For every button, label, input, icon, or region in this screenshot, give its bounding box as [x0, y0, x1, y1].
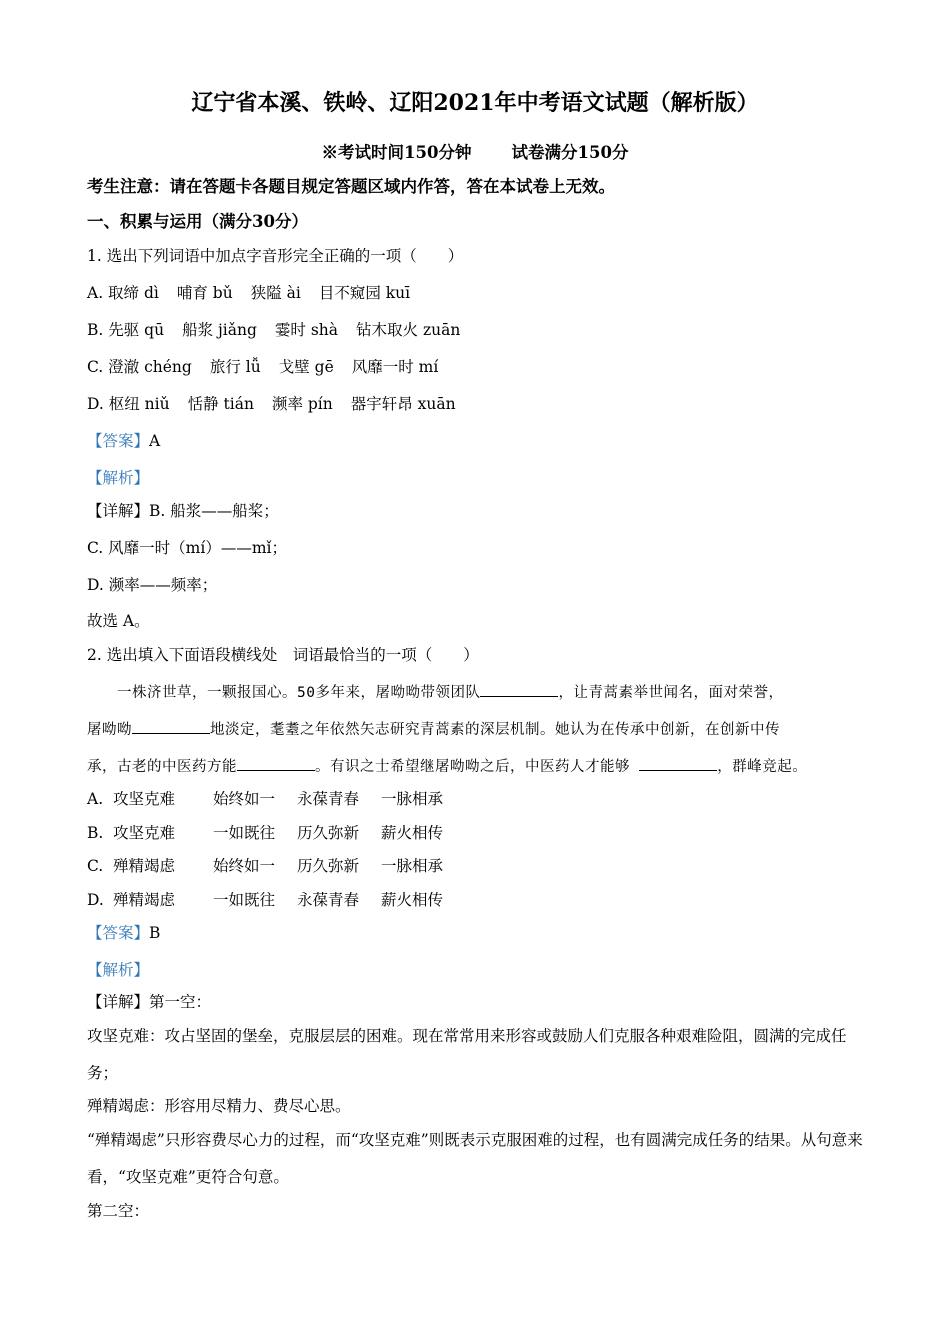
q2-detail-1: 【详解】第一空： — [87, 993, 212, 1011]
q1-option-d — [87, 394, 474, 414]
q1-a-word3: 狭隘 ài — [250, 284, 301, 302]
q1-option-a — [87, 283, 428, 303]
q2-detail-4: “殚精竭虑”只形容费尽心力的过程，而“攻坚克难”则既表示克服困难的过程，也有圆满完成任务的结果。从句意来看，“攻坚克难”更符合句意。 — [87, 1131, 863, 1186]
option-word: 殚精竭虑 — [113, 891, 176, 909]
passage-text: ，让青蒿素举世闻名，面对荣誉， — [558, 685, 784, 701]
blank-3 — [237, 756, 315, 771]
option-word: 历久弥新 — [297, 857, 360, 875]
q1-detail-3: D. 濒率——频率； — [87, 576, 218, 594]
exam-notice: 考生注意：请在答题卡各题目规定答题区域内作答，答在本试卷上无效。 — [87, 177, 615, 196]
option-label: C. — [87, 857, 104, 875]
q1-d-word2: 恬静 tián — [187, 395, 254, 413]
passage-text: 屠呦呦 — [87, 722, 132, 738]
q2-detail-5: 第二空： — [87, 1202, 150, 1220]
exam-info — [0, 142, 950, 164]
q1-c-word1: C. 澄澈 chéng — [87, 358, 192, 376]
passage-text: 。有识之士希望继屠呦呦之后，中医药人才能够 — [315, 759, 640, 775]
q1-c-word2: 旅行 lǚ — [209, 358, 261, 376]
blank-2 — [132, 719, 210, 734]
q1-answer — [87, 431, 160, 451]
q1-b-word4: 钻木取火 zuān — [356, 321, 461, 339]
q1-a-word4: 目不窥园 kuī — [318, 284, 411, 302]
document-title: 辽宁省本溪、铁岭、辽阳2021年中考语文试题（解析版） — [191, 90, 759, 116]
q2-passage-line-2 — [87, 719, 780, 740]
option-word: 一脉相承 — [381, 790, 444, 808]
answer-tag: 【答案】 — [87, 924, 150, 942]
passage-text: ，群峰竞起。 — [717, 759, 808, 775]
option-word: 一如既往 — [213, 824, 276, 842]
q1-c-word4: 风靡一时 mí — [351, 358, 439, 376]
passage-text: 承，古老的中医药方能 — [87, 759, 237, 775]
q1-d-word3: 濒率 pín — [271, 395, 333, 413]
q1-detail-2: C. 风靡一时（mí）——mǐ； — [87, 539, 287, 557]
option-word: 始终如一 — [213, 790, 276, 808]
option-word: 永葆青春 — [297, 790, 360, 808]
option-label: D. — [87, 891, 104, 909]
answer-value: B — [149, 924, 161, 942]
passage-text: 地淡定，耄耋之年依然矢志研究青蒿素的深层机制。她认为在传承中创新，在创新中传 — [210, 722, 780, 738]
q1-b-word2: 船浆 jiǎng — [182, 321, 257, 339]
blank-4 — [639, 756, 717, 771]
option-word: 一如既往 — [213, 891, 276, 909]
option-word: 殚精竭虑 — [113, 857, 176, 875]
q1-stem: 1. 选出下列词语中加点字音形完全正确的一项（ ） — [87, 247, 464, 265]
passage-text: 一株济世草，一颗报国心。50多年来，屠呦呦带领团队 — [87, 685, 481, 701]
q1-a-word1: A. 取缔 dì — [87, 284, 159, 302]
q2-passage-line-3 — [87, 756, 807, 777]
option-word: 一脉相承 — [381, 857, 444, 875]
q2-analysis-tag: 【解析】 — [87, 961, 150, 979]
answer-value: A — [149, 432, 161, 450]
option-word: 始终如一 — [213, 857, 276, 875]
q2-detail-3: 殚精竭虑：形容用尽精力、费尽心思。 — [87, 1097, 351, 1115]
exam-time: ※考试时间150分钟 — [321, 143, 472, 162]
q1-d-word4: 器宇轩昂 xuān — [350, 395, 456, 413]
option-word: 永葆青春 — [297, 891, 360, 909]
q1-detail-4: 故选 A。 — [87, 612, 150, 630]
q1-detail-1: 【详解】B. 船浆——船桨； — [87, 502, 279, 520]
option-word: 历久弥新 — [297, 824, 360, 842]
q1-a-word2: 哺育 bǔ — [176, 284, 233, 302]
option-word: 攻坚克难 — [113, 824, 176, 842]
option-word: 薪火相传 — [381, 824, 444, 842]
q1-c-word3: 戈壁 gē — [278, 358, 334, 376]
q1-option-b — [87, 320, 478, 340]
section-heading: 一、积累与运用（满分30分） — [87, 212, 308, 231]
q2-passage-line-1 — [87, 682, 783, 703]
q2-answer — [87, 923, 160, 943]
option-label: B. — [87, 824, 104, 842]
q1-d-word1: D. 枢纽 niǔ — [87, 395, 170, 413]
q2-stem: 2. 选出填入下面语段横线处 词语最恰当的一项（ ） — [87, 646, 479, 664]
q2-detail-2: 攻坚克难：攻占坚固的堡垒，克服层层的困难。现在常常用来形容或鼓励人们克服各种艰难险阻，圆满的完成任务； — [87, 1027, 847, 1082]
q1-option-c — [87, 357, 456, 377]
answer-tag: 【答案】 — [87, 432, 150, 450]
option-word: 攻坚克难 — [113, 790, 176, 808]
q1-b-word1: B. 先驱 qū — [87, 321, 165, 339]
q1-b-word3: 霎时 shà — [274, 321, 339, 339]
option-word: 薪火相传 — [381, 891, 444, 909]
q1-analysis-tag: 【解析】 — [87, 469, 150, 487]
exam-score: 试卷满分150分 — [511, 143, 629, 162]
blank-1 — [480, 682, 558, 697]
option-label: A. — [87, 790, 104, 808]
